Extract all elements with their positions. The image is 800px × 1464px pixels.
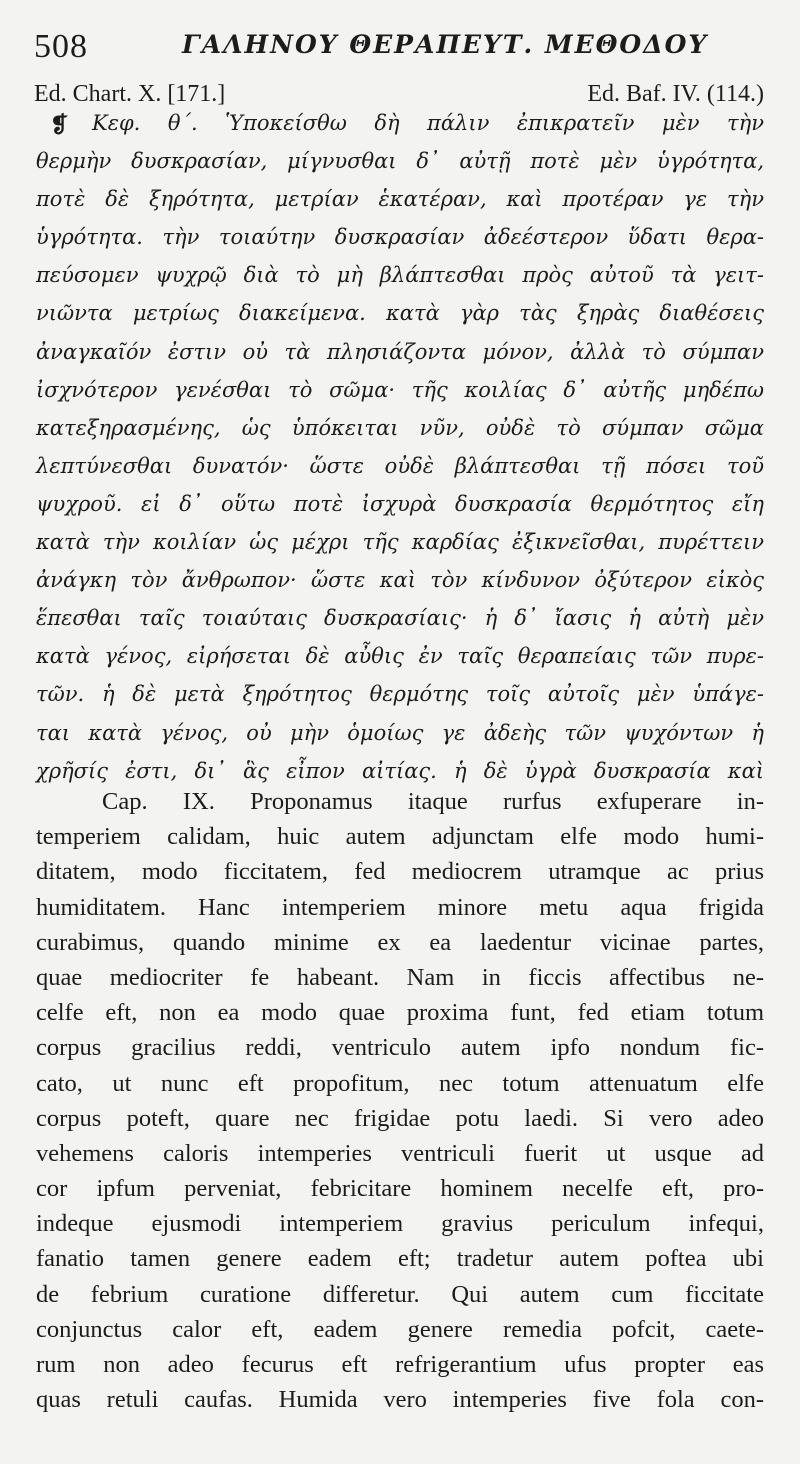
latin-line: conjunctus calor eft, eadem genere remedia pofcit, caete- — [36, 1315, 764, 1343]
latin-line: curabimus, quando minime ex ea laedentur vicinae partes, — [36, 928, 764, 956]
paragraph-marker: ❡ — [50, 112, 69, 138]
greek-line: κατὰ γένος, εἰρήσεται δὲ αὖθις ἐν ταῖς θεραπείαις τῶν πυρε- — [36, 644, 764, 669]
greek-line: ὑγρότητα. τὴν τοιαύτην δυσκρασίαν ἀδεέστερον ὕδατι θερα- — [36, 225, 764, 250]
greek-line: θερμὴν δυσκρασίαν, μίγνυσθαι δ᾿ αὐτῇ ποτὲ μὲν ὑγρότητα, — [36, 149, 764, 174]
edition-chart-reference: Ed. Chart. X. [171.] — [34, 81, 226, 107]
latin-line: de febrium curatione differetur. Qui autem cum ficcitate — [36, 1280, 764, 1308]
latin-text-block — [36, 784, 764, 1417]
greek-line: ἰσχνότερον γενέσθαι τὸ σῶμα· τῆς κοιλίας δ᾿ αὐτῆς μηδέπω — [36, 377, 764, 402]
greek-line: τῶν. ἡ δὲ μετὰ ξηρότητος θερμότης τοῖς αὐτοῖς μὲν ὑπάγε- — [36, 682, 764, 707]
latin-line: ditatem, modo ficcitatem, fed mediocrem utramque ac prius — [36, 858, 764, 886]
greek-line: ἀναγκαῖόν ἐστιν οὐ τὰ πλησιάζοντα μόνον, ἀλλὰ τὸ σύμπαν — [36, 339, 764, 364]
latin-line: temperiem calidam, huic autem adjunctam elfe modo humi- — [36, 823, 764, 851]
greek-line: χρῆσίς ἐστι, δι᾿ ἃς εἶπον αἰτίας. ἡ δὲ ὑγρὰ δυσκρασία καὶ — [36, 758, 764, 783]
latin-line: cor ipfum perveniat, febricitare hominem necelfe eft, pro- — [36, 1175, 764, 1203]
greek-line: ψυχροῦ. εἰ δ᾿ οὕτω ποτὲ ἰσχυρὰ δυσκρασία θερμότητος εἴη — [36, 491, 764, 516]
edition-basel-reference: Ed. Baf. IV. (114.) — [587, 81, 764, 107]
latin-line: vehemens caloris intemperies ventriculi fuerit ut usque ad — [36, 1139, 764, 1167]
latin-line: indeque ejusmodi intemperiem gravius periculum infequi, — [36, 1210, 764, 1238]
latin-line: quae mediocriter fe habeant. Nam in ficcis affectibus ne- — [36, 963, 764, 991]
greek-line: ποτὲ δὲ ξηρότητα, μετρίαν ἑκατέραν, καὶ προτέραν γε τὴν — [36, 187, 764, 212]
latin-line: corpus gracilius reddi, ventriculo autem ipfo nondum fic- — [36, 1034, 764, 1062]
latin-line: fanatio tamen genere eadem eft; tradetur autem poftea ubi — [36, 1245, 764, 1273]
running-head: ΓΑΛΗΝΟΥ ΘΕΡΑΠΕΥΤ. ΜΕΘΟΔΟΥ — [182, 30, 709, 59]
greek-line: πεύσομεν ψυχρῷ διὰ τὸ μὴ βλάπτεσθαι πρὸς αὐτοῦ τὰ γειτ- — [36, 263, 764, 288]
greek-text-block — [36, 104, 764, 790]
page-number: 508 — [34, 28, 88, 65]
greek-line: ται κατὰ γένος, οὐ μὴν ὁμοίως γε ἀδεὴς τῶν ψυχόντων ἡ — [36, 720, 764, 745]
greek-line: ἕπεσθαι ταῖς τοιαύταις δυσκρασίαις· ἡ δ᾿ ἴασις ἡ αὐτὴ μὲν — [36, 606, 764, 631]
latin-line: corpus poteft, quare nec frigidae potu laedi. Si vero adeo — [36, 1104, 764, 1132]
greek-line: ἀνάγκη τὸν ἄνθρωπον· ὥστε καὶ τὸν κίνδυνον ὀξύτερον εἰκὸς — [36, 568, 764, 593]
greek-line: Κεφ. θ΄. Ὑποκείσθω δὴ πάλιν ἐπικρατεῖν μὲν τὴν — [92, 111, 764, 135]
latin-line: quas retuli caufas. Humida vero intemperies five fola con- — [36, 1386, 764, 1414]
greek-line: νιῶντα μετρίως διακείμενα. κατὰ γὰρ τὰς ξηρὰς διαθέσεις — [36, 301, 764, 326]
latin-line: celfe eft, non ea modo quae proxima funt, fed etiam totum — [36, 999, 764, 1027]
latin-line: Cap. IX. Proponamus itaque rurfus exfuperare in- — [102, 788, 764, 815]
latin-line: rum non adeo fecurus eft refrigerantium ufus propter eas — [36, 1351, 764, 1378]
greek-line: λεπτύνεσθαι δυνατόν· ὥστε οὐδὲ βλάπτεσθαι τῇ πόσει τοῦ — [36, 453, 764, 478]
greek-line: κατὰ τὴν κοιλίαν ὡς μέχρι τῆς καρδίας ἐξικνεῖσθαι, πυρέττειν — [36, 530, 764, 555]
greek-line: κατεξηρασμένης, ὡς ὑπόκειται νῦν, οὐδὲ τὸ σύμπαν σῶμα — [36, 415, 764, 440]
latin-line: humiditatem. Hanc intemperiem minore metu aqua frigida — [36, 893, 764, 921]
latin-line: cato, ut nunc eft propofitum, nec totum attenuatum elfe — [36, 1069, 764, 1097]
